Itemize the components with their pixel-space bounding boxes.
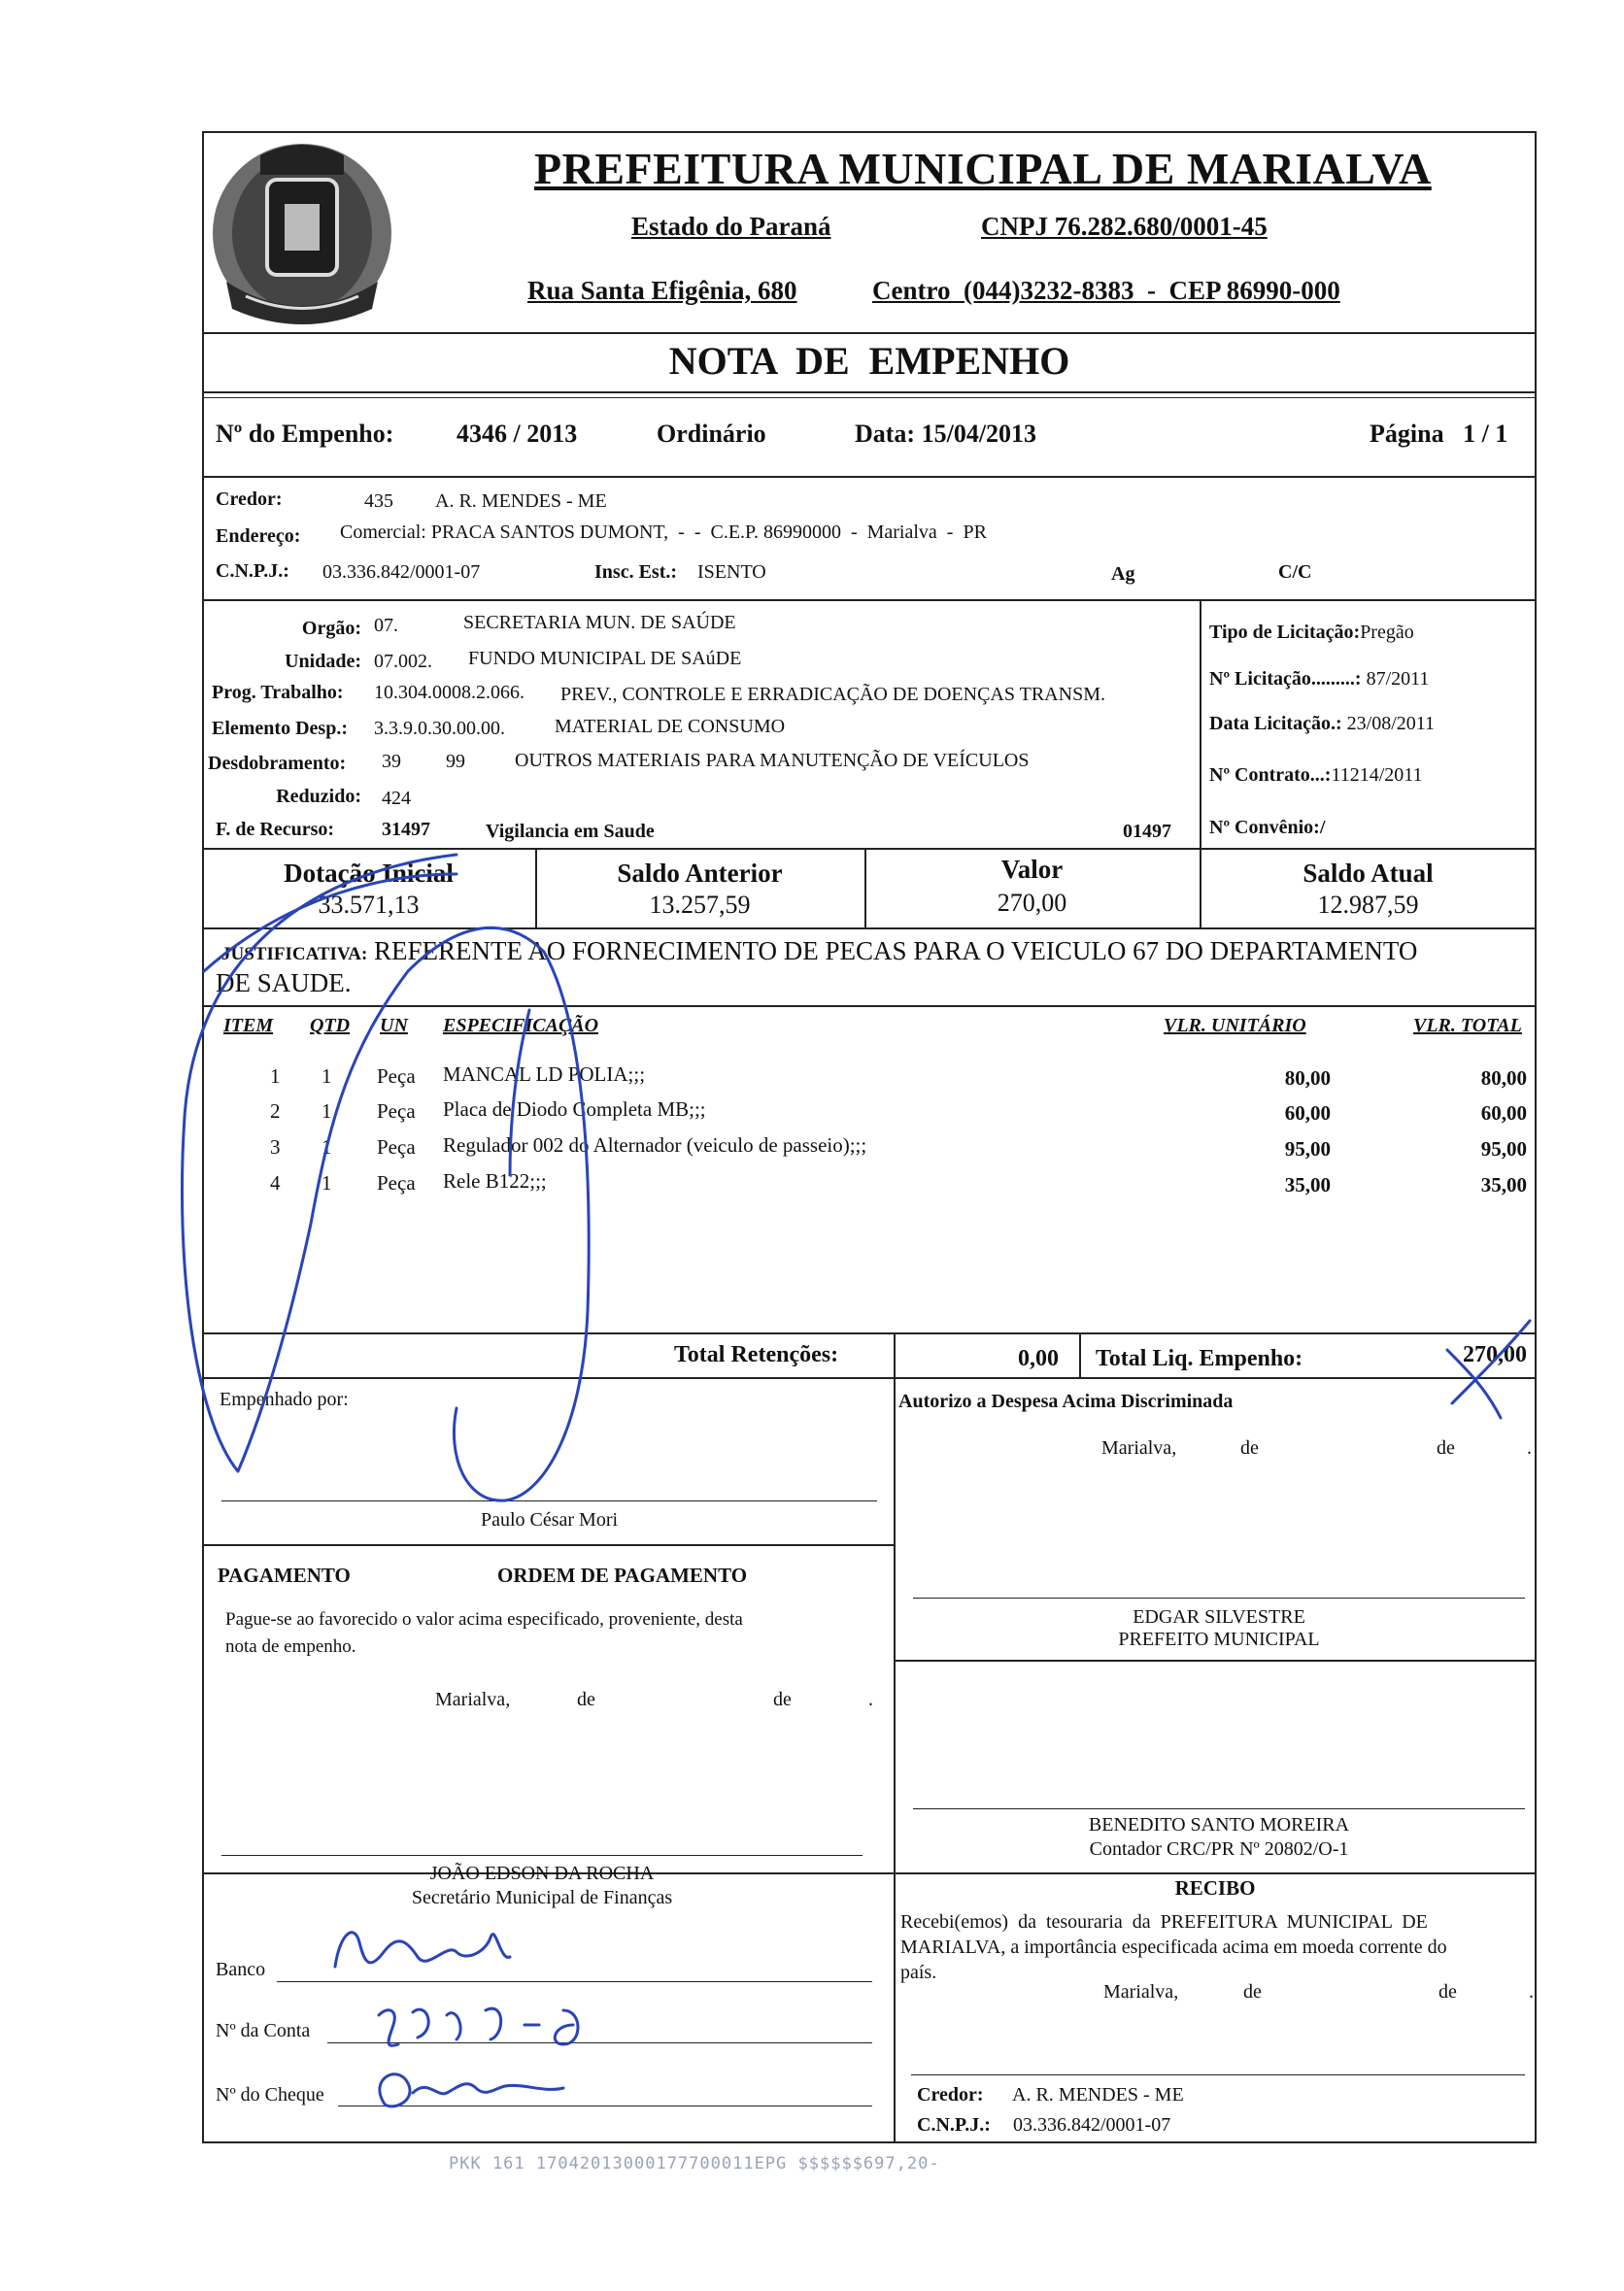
item-qtd: 1 bbox=[321, 1064, 332, 1088]
empenho-numero: 4346 / 2013 bbox=[457, 420, 578, 448]
recurso-cod2: 01497 bbox=[1123, 821, 1171, 842]
recurso-cod: 31497 bbox=[382, 819, 430, 840]
item-num: 1 bbox=[270, 1064, 281, 1088]
unidade-cod: 07.002. bbox=[374, 651, 432, 672]
pagina: Página 1 / 1 bbox=[1370, 420, 1508, 448]
item-qtd: 1 bbox=[321, 1135, 332, 1159]
divider bbox=[202, 599, 1537, 601]
item-unit: 35,00 bbox=[1284, 1173, 1331, 1196]
autorizo-de2: de bbox=[1437, 1437, 1455, 1459]
divider bbox=[894, 1874, 896, 2143]
prog-cod: 10.304.0008.2.066. bbox=[374, 682, 524, 703]
item-num: 3 bbox=[270, 1135, 281, 1159]
estado: Estado do Paraná bbox=[631, 212, 831, 241]
item-total: 80,00 bbox=[1480, 1066, 1527, 1090]
secretario-cargo: Secretário Municipal de Finanças bbox=[411, 1887, 673, 1908]
divider bbox=[202, 476, 1537, 478]
signature-line bbox=[913, 1598, 1525, 1599]
justificativa-label: JUSTIFICATIVA: bbox=[221, 944, 368, 964]
contrato-numero: 11214/2011 bbox=[1331, 764, 1423, 786]
col-item: ITEM bbox=[223, 1015, 274, 1036]
item-un: Peça bbox=[377, 1064, 416, 1088]
prefeito-cargo: PREFEITO MUNICIPAL bbox=[1118, 1629, 1320, 1650]
divider bbox=[202, 1332, 1537, 1334]
credor-cnpj: 03.336.842/0001-07 bbox=[322, 561, 481, 583]
frame-right-extension bbox=[1535, 1874, 1537, 2143]
autorizo-de1: de bbox=[1240, 1437, 1259, 1459]
item-num: 4 bbox=[270, 1171, 281, 1195]
recurso-label: F. de Recurso: bbox=[216, 819, 335, 840]
empenho-data: Data: 15/04/2013 bbox=[855, 420, 1037, 448]
divider bbox=[202, 397, 1537, 398]
orgao-nome: SECRETARIA MUN. DE SAÚDE bbox=[463, 612, 736, 633]
reduzido-label: Reduzido: bbox=[276, 786, 361, 807]
endereco-label: Endereço: bbox=[216, 525, 301, 547]
justificativa bbox=[221, 936, 1417, 966]
rodape-autenticacao: PKK 161 17042013000177700011EPG $$$$$$697,20- bbox=[449, 2154, 940, 2173]
item-esp: MANCAL LD POLIA;;; bbox=[443, 1062, 646, 1086]
dotacao-valor: 33.571,13 bbox=[318, 891, 420, 919]
pagamento-marialva: Marialva, bbox=[435, 1689, 511, 1710]
cnpj-prefeitura: CNPJ 76.282.680/0001-45 bbox=[981, 212, 1268, 241]
contador-nome: BENEDITO SANTO MOREIRA bbox=[1088, 1814, 1350, 1836]
credor-codigo: 435 bbox=[364, 490, 393, 512]
retencoes-label: Total Retenções: bbox=[674, 1342, 839, 1367]
divider bbox=[894, 1332, 896, 1876]
signature-line bbox=[221, 1855, 863, 1856]
nota-empenho-title: NOTA DE EMPENHO bbox=[668, 339, 1070, 383]
pagamento-de1: de bbox=[577, 1689, 595, 1710]
divider bbox=[1079, 1332, 1081, 1379]
saldo-atual-valor: 12.987,59 bbox=[1317, 891, 1419, 919]
cc-label: C/C bbox=[1278, 561, 1312, 583]
divider bbox=[202, 332, 1537, 334]
empenho-tipo: Ordinário bbox=[657, 420, 766, 448]
ag-label: Ag bbox=[1111, 563, 1135, 585]
divider bbox=[202, 927, 1537, 929]
recibo-cnpj: 03.336.842/0001-07 bbox=[1013, 2114, 1171, 2136]
endereco-rua: Rua Santa Efigênia, 680 bbox=[527, 276, 797, 305]
divider bbox=[202, 391, 1537, 393]
col-vlr-unitario: VLR. UNITÁRIO bbox=[1164, 1015, 1306, 1036]
licitacao-data: 23/08/2011 bbox=[1346, 713, 1436, 734]
recibo-texto1: Recebi(emos) da tesouraria da PREFEITURA MUNICIPAL DE bbox=[900, 1911, 1428, 1933]
coat-of-arms-logo bbox=[207, 136, 397, 335]
item-esp: Placa de Diodo Completa MB;;; bbox=[443, 1097, 706, 1121]
item-un: Peça bbox=[377, 1099, 416, 1123]
licitacao-numero-label: Nº Licitação.........: 87/2011 bbox=[1209, 668, 1430, 690]
saldo-anterior-label: Saldo Anterior bbox=[617, 859, 783, 888]
item-unit: 80,00 bbox=[1284, 1066, 1331, 1090]
conta-label: Nº da Conta bbox=[216, 2020, 311, 2041]
contador-cargo: Contador CRC/PR Nº 20802/O-1 bbox=[1089, 1838, 1349, 1860]
banco-line bbox=[277, 1981, 872, 1982]
recibo-titulo: RECIBO bbox=[1174, 1876, 1256, 1900]
divider bbox=[202, 1005, 1537, 1007]
dotacao-label: Dotação Inicial bbox=[284, 859, 454, 888]
recurso-nome: Vigilancia em Saude bbox=[486, 821, 655, 842]
cnpj-label: C.N.P.J.: bbox=[216, 560, 289, 582]
item-unit: 95,00 bbox=[1284, 1137, 1331, 1161]
recibo-credor-label: Credor: bbox=[917, 2084, 984, 2106]
item-total: 60,00 bbox=[1480, 1101, 1527, 1125]
divider bbox=[202, 1377, 1537, 1379]
elemento-cod: 3.3.9.0.30.00.00. bbox=[374, 718, 505, 739]
item-num: 2 bbox=[270, 1099, 281, 1123]
prefeitura-title: PREFEITURA MUNICIPAL DE MARIALVA bbox=[534, 144, 1432, 193]
prog-label: Prog. Trabalho: bbox=[212, 682, 344, 703]
retencoes-valor: 0,00 bbox=[1018, 1346, 1059, 1371]
liquido-label: Total Liq. Empenho: bbox=[1096, 1346, 1303, 1371]
saldo-anterior-valor: 13.257,59 bbox=[649, 891, 751, 919]
recibo-texto3: país. bbox=[900, 1962, 937, 1983]
divider bbox=[202, 1544, 894, 1546]
empenho-label: Nº do Empenho: bbox=[216, 420, 394, 448]
col-vlr-total: VLR. TOTAL bbox=[1413, 1015, 1522, 1036]
convenio-label: Nº Convênio:/ bbox=[1209, 817, 1326, 838]
credor-nome: A. R. MENDES - ME bbox=[435, 490, 607, 512]
recibo-marialva: Marialva, bbox=[1103, 1981, 1179, 2003]
justificativa-linha1: REFERENTE AO FORNECIMENTO DE PECAS PARA O VEICULO 67 DO DEPARTAMENTO bbox=[367, 936, 1418, 965]
tipo-licitacao: Pregão bbox=[1360, 622, 1414, 643]
signature-line bbox=[911, 2074, 1525, 2075]
divider bbox=[1200, 599, 1201, 848]
reduzido-valor: 424 bbox=[382, 788, 411, 809]
orgao-cod: 07. bbox=[374, 615, 398, 636]
orgao-label: Orgão: bbox=[301, 618, 361, 639]
item-total: 35,00 bbox=[1480, 1173, 1527, 1196]
frame-left-extension bbox=[202, 1874, 204, 2143]
contrato-label: Nº Contrato...:11214/2011 bbox=[1209, 764, 1423, 786]
desdobramento-nome: OUTROS MATERIAIS PARA MANUTENÇÃO DE VEÍCULOS bbox=[515, 750, 1030, 771]
justificativa-linha2: DE SAUDE. bbox=[216, 968, 352, 997]
recibo-ponto: . bbox=[1529, 1981, 1534, 2003]
col-un: UN bbox=[380, 1015, 408, 1036]
tipo-licitacao-label: Tipo de Licitação:Pregão bbox=[1209, 622, 1414, 643]
recibo-credor: A. R. MENDES - ME bbox=[1012, 2084, 1184, 2106]
conta-line bbox=[327, 2042, 872, 2043]
item-total: 95,00 bbox=[1480, 1137, 1527, 1161]
prefeito-nome: EDGAR SILVESTRE bbox=[1133, 1606, 1305, 1628]
recibo-cnpj-label: C.N.P.J.: bbox=[917, 2114, 991, 2136]
insc-valor: ISENTO bbox=[697, 561, 766, 583]
desdobramento-cod2: 99 bbox=[446, 751, 465, 772]
item-un: Peça bbox=[377, 1135, 416, 1159]
endereco-centro: Centro (044)3232-8383 - CEP 86990-000 bbox=[872, 276, 1340, 305]
signature-line bbox=[221, 1500, 877, 1501]
frame-bottom bbox=[202, 2141, 1537, 2143]
empenhado-nome: Paulo César Mori bbox=[480, 1509, 619, 1531]
licitacao-data-label: Data Licitação.: 23/08/2011 bbox=[1209, 713, 1436, 734]
saldo-atual-label: Saldo Atual bbox=[1303, 859, 1434, 888]
item-qtd: 1 bbox=[321, 1171, 332, 1195]
item-un: Peça bbox=[377, 1171, 416, 1195]
licitacao-numero: 87/2011 bbox=[1366, 668, 1430, 690]
divider bbox=[894, 1660, 1537, 1662]
item-unit: 60,00 bbox=[1284, 1101, 1331, 1125]
pagamento-de2: de bbox=[773, 1689, 792, 1710]
recibo-texto2: MARIALVA, a importância especificada acima em moeda corrente do bbox=[900, 1937, 1447, 1958]
elemento-label: Elemento Desp.: bbox=[212, 718, 348, 739]
unidade-nome: FUNDO MUNICIPAL DE SAúDE bbox=[468, 648, 742, 669]
pagamento-texto1: Pague-se ao favorecido o valor acima especificado, proveniente, desta bbox=[225, 1609, 743, 1630]
banco-label: Banco bbox=[216, 1959, 266, 1980]
divider bbox=[202, 848, 1537, 850]
item-qtd: 1 bbox=[321, 1099, 332, 1123]
valor-label: Valor bbox=[1000, 855, 1064, 884]
pagamento-label: PAGAMENTO bbox=[218, 1564, 351, 1587]
recibo-de2: de bbox=[1438, 1981, 1457, 2003]
desdobramento-label: Desdobramento: bbox=[208, 753, 347, 774]
col-qtd: QTD bbox=[310, 1015, 351, 1036]
autorizo-marialva: Marialva, bbox=[1101, 1437, 1177, 1459]
credor-label: Credor: bbox=[216, 489, 283, 510]
pagamento-ponto: . bbox=[868, 1689, 873, 1710]
insc-label: Insc. Est.: bbox=[594, 561, 678, 583]
desdobramento-cod1: 39 bbox=[382, 751, 401, 772]
secretario-nome: JOÃO EDSON DA ROCHA bbox=[429, 1863, 655, 1884]
autorizo-ponto: . bbox=[1527, 1437, 1532, 1459]
pagamento-texto2: nota de empenho. bbox=[225, 1636, 356, 1657]
ordem-pagamento: ORDEM DE PAGAMENTO bbox=[497, 1564, 748, 1587]
col-especificacao: ESPECIFICAÇÃO bbox=[443, 1015, 599, 1036]
prog-nome: PREV., CONTROLE E ERRADICAÇÃO DE DOENÇAS TRANSM. bbox=[560, 684, 1105, 705]
unidade-label: Unidade: bbox=[285, 651, 361, 672]
liquido-valor: 270,00 bbox=[1463, 1342, 1527, 1367]
credor-endereco: Comercial: PRACA SANTOS DUMONT, - - C.E.P. 86990000 - Marialva - PR bbox=[340, 522, 987, 543]
item-esp: Regulador 002 do Alternador (veiculo de passeio);;; bbox=[443, 1133, 867, 1157]
valor-valor: 270,00 bbox=[997, 889, 1067, 917]
elemento-nome: MATERIAL DE CONSUMO bbox=[555, 716, 786, 737]
autorizo-despesa: Autorizo a Despesa Acima Discriminada bbox=[898, 1391, 1234, 1412]
empenhado-label: Empenhado por: bbox=[220, 1389, 349, 1410]
item-esp: Rele B122;;; bbox=[443, 1169, 547, 1193]
recibo-de1: de bbox=[1243, 1981, 1262, 2003]
signature-line bbox=[913, 1808, 1525, 1809]
cheque-label: Nº do Cheque bbox=[216, 2084, 324, 2106]
